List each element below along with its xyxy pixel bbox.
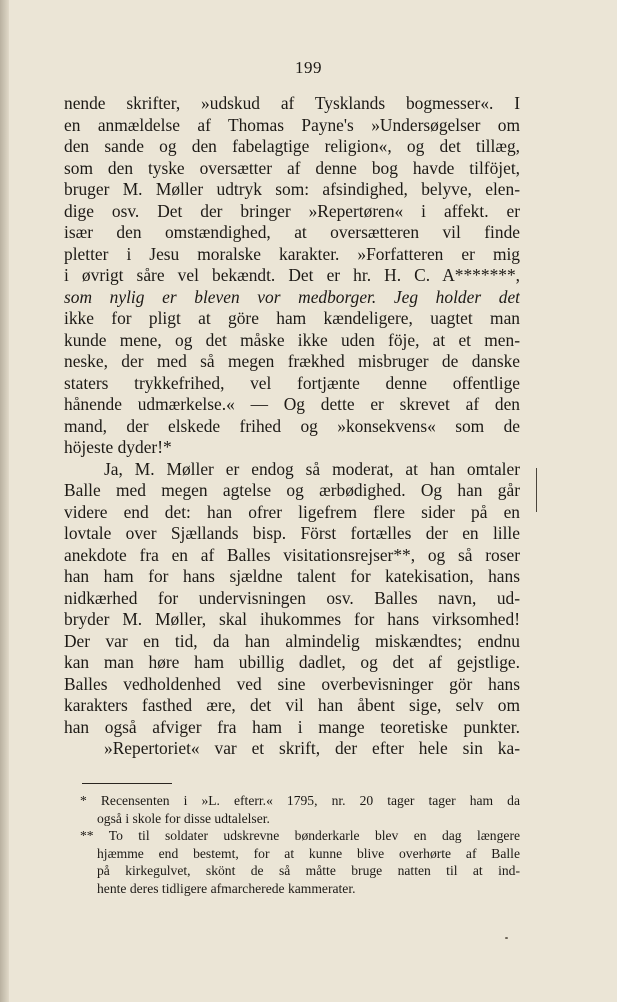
text-line: Balles vedholdenhed ved sine overbevisninger gör hans: [64, 673, 520, 694]
text-line: dige osv. Det der bringer »Repertøren« i affekt. er: [64, 200, 520, 221]
paragraph-start: »Repertoriet« var et skrift, der efter hele sin ka-: [104, 738, 520, 758]
paragraph-start: Ja, M. Møller er endog så moderat, at han omtaler: [104, 458, 520, 479]
text-line: mand, der elskede frihed og »konsekvens« som de: [64, 415, 520, 436]
footnote-rule: [82, 783, 172, 784]
text-line: neske, der med så megen frækhed misbruger de danske: [64, 351, 520, 371]
text-line: især den omstændighed, at oversætteren vil finde: [64, 222, 520, 242]
text-line-italic: som nylig er bleven vor medborger. Jeg holder det: [64, 286, 520, 307]
page-spine-shadow: [0, 0, 9, 1002]
footnote-line: * Recensenten i »L. efterr.« 1795, nr. 20 tager tager ham da: [80, 793, 520, 808]
text-line: staters trykkefrihed, vel fortjænte denne offentlige: [64, 372, 520, 393]
text-line: ikke for pligt at göre ham kændeligere, uagtet man: [64, 308, 520, 328]
paper-speck: [505, 937, 508, 939]
text-line: lovtale over Sjællands bisp. Först fortælles der en lille: [64, 523, 520, 543]
page-number: 199: [295, 58, 322, 77]
text-line: pletter i Jesu moralske karakter. »Forfatteren er mig: [64, 243, 520, 264]
text-line: den sande og den fabelagtige religion«, og det tillæg,: [64, 136, 520, 156]
text-line: Der var en tid, da han almindelig miskændtes; endnu: [64, 630, 520, 651]
text-line: han også afviger fra ham i mange teoretiske punkter.: [64, 716, 520, 737]
footnote-line: også i skole for disse udtalelser.: [97, 810, 270, 826]
footnote-line: hjæmme end bestemt, for at kunne blive overhørte af Balle: [97, 845, 520, 861]
margin-pencil-mark: [536, 468, 541, 512]
text-line: bryder M. Møller, skal ihukommes for hans virksomhed!: [64, 609, 520, 629]
text-line: som den tyske oversætter af denne bog havde tilföjet,: [64, 157, 520, 178]
main-text: [64, 93, 520, 760]
text-line: kunde mene, og det måske ikke uden föje, at et men-: [64, 329, 520, 350]
text-line: nende skrifter, »udskud af Tysklands bogmesser«. I: [64, 93, 520, 113]
text-line: Balle med megen agtelse og ærbødighed. Og han går: [64, 480, 520, 500]
text-line: bruger M. Møller udtryk som: afsindighed, belyve, elen-: [64, 179, 520, 199]
text-line: i øvrigt såre vel bekændt. Det er hr. H. C. A*******,: [64, 265, 520, 285]
footnote-line: på kirkegulvet, skönt de så måtte bruge natten til at ind-: [97, 863, 520, 879]
text-line: höjeste dyder!*: [64, 437, 172, 457]
footnotes: [64, 792, 520, 898]
text-line: karakters fasthed ære, det vil han åbent sige, selv om: [64, 695, 520, 715]
text-line: en anmældelse af Thomas Payne's »Undersøgelser om: [64, 114, 520, 135]
text-line: han ham for hans sjældne talent for katekisation, hans: [64, 566, 520, 586]
footnote-line: hente deres tidligere afmarcherede kammerater.: [97, 880, 356, 896]
text-line: hånende udmærkelse.« — Og dette er skrevet af den: [64, 394, 520, 414]
text-line: videre end det: han ofrer ligefrem flere sider på en: [64, 501, 520, 522]
text-line: anekdote fra en af Balles visitationsrejser**, og så roser: [64, 544, 520, 565]
text-line: nidkærhed for undervisningen osv. Balles navn, ud-: [64, 587, 520, 608]
footnote-line: ** To til soldater udskrevne bønderkarle blev en dag længere: [80, 828, 520, 844]
text-line: kan man høre ham ubillig dadlet, og det af gejstlige.: [64, 652, 520, 672]
